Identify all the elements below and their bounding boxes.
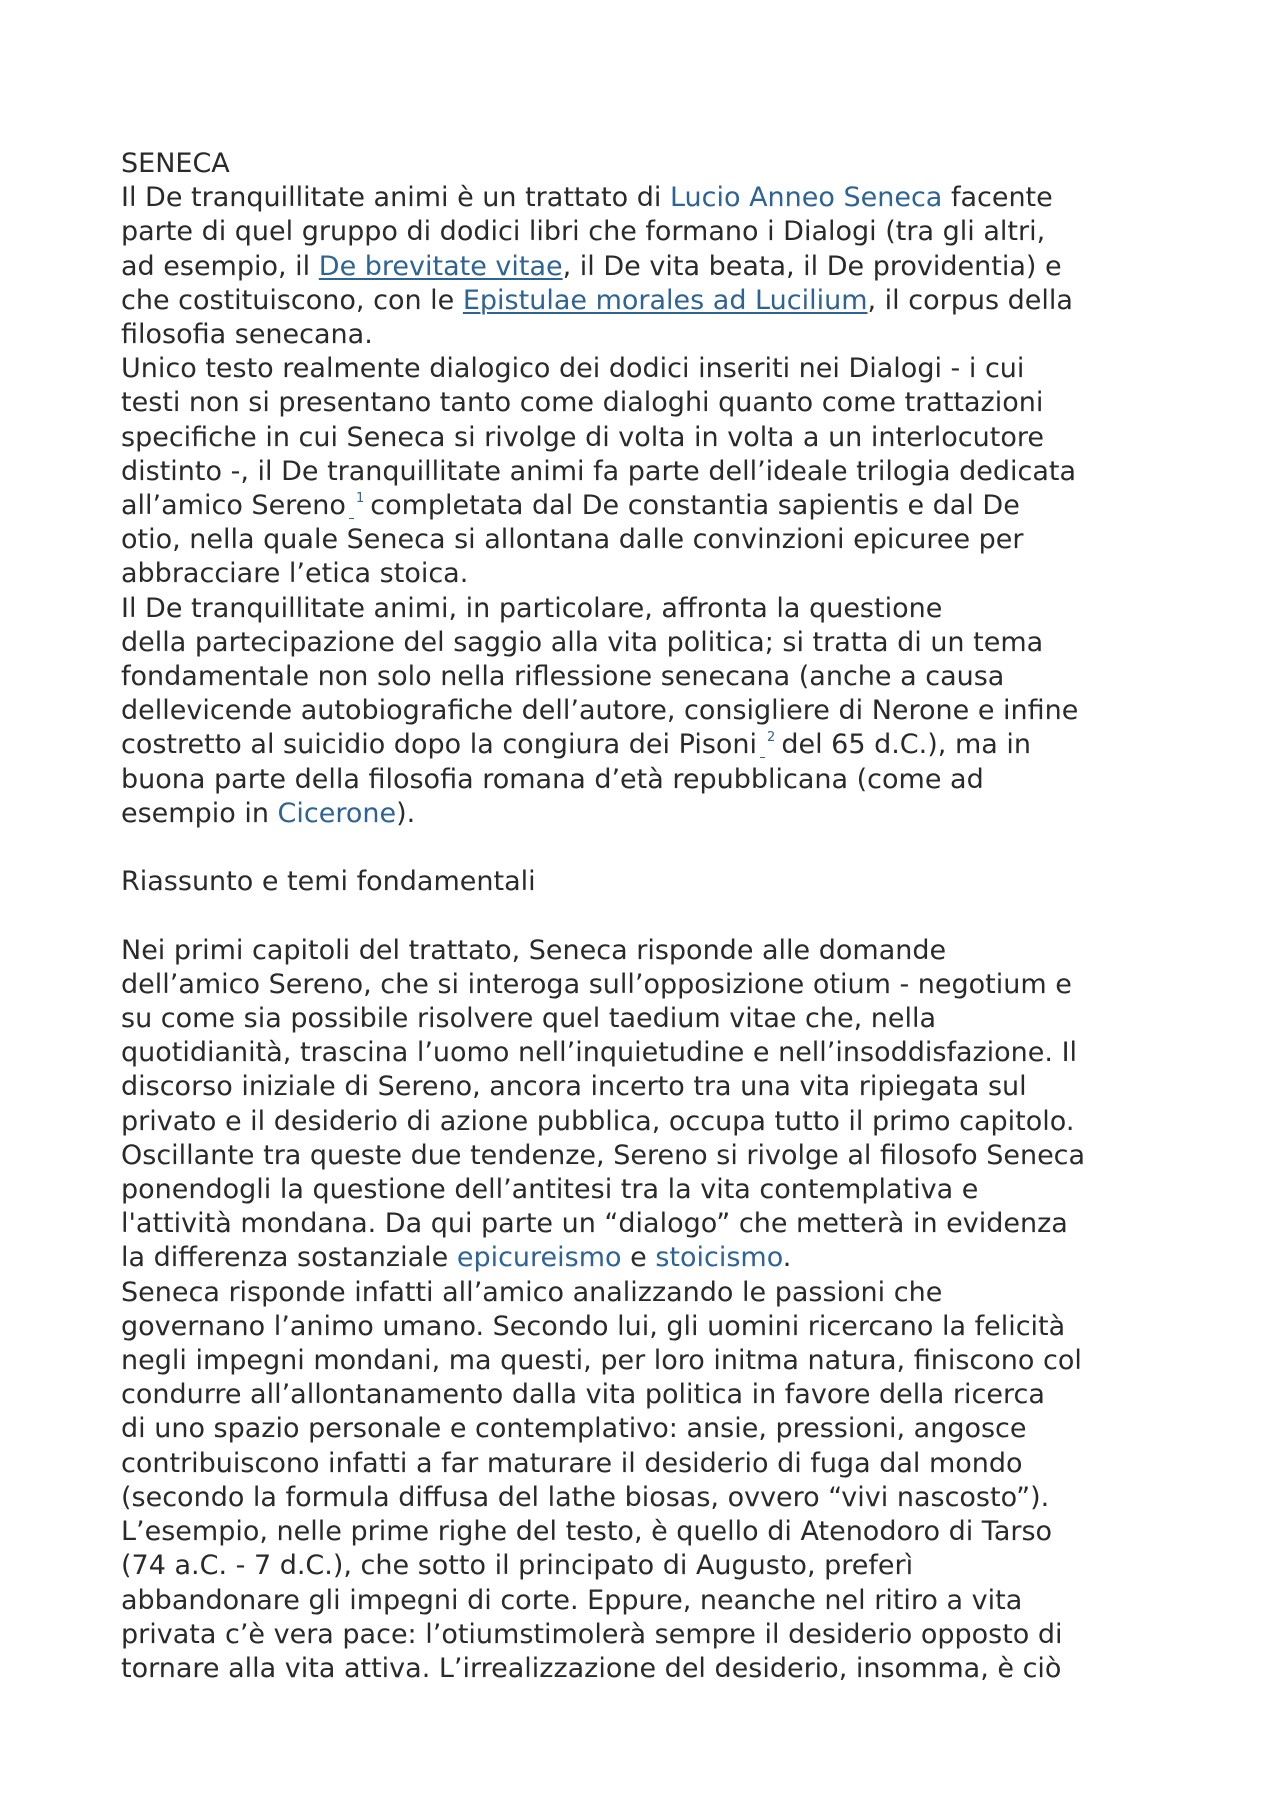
link-epicureismo[interactable]: epicureismo: [456, 1242, 622, 1274]
link-lucio-anneo-seneca[interactable]: Lucio Anneo Seneca: [669, 182, 943, 214]
link-cicerone[interactable]: Cicerone: [277, 797, 397, 829]
footnote-tick: [349, 518, 354, 519]
text-span: Nei primi capitoli del trattato, Seneca risponde alle domande dell’amico Sereno, che si interoga sull’opposizione otium - negotium e su come sia possibile risolvere quel taedium vitae che, nella quotidianità, trascina l’uomo nell’inquietudine e nell’insoddisfazione. Il discorso iniziale di Sereno, ancora incerto tra una vita ripiegata sul privato e il desiderio di azione pubblica, occupa tutto il primo capitolo. Oscillante tra queste due tendenze, Sereno si rivolge al filosofo Seneca ponendogli la questione dell’antitesi tra la vita contemplativa e l'attività mondana. Da qui parte un “dialogo” che metterà in evidenza la differenza sostanziale: [121, 934, 1086, 1274]
link-de-brevitate-vitae[interactable]: De brevitate vitae: [318, 250, 563, 282]
document-page: [121, 147, 1181, 1686]
text-span: facente parte di quel gruppo di dodici libri che formano i Dialogi (tra gli altri, ad esempio, il: [121, 182, 1053, 282]
blank-line: [121, 831, 1181, 865]
link-epistulae-morales[interactable]: Epistulae morales ad Lucilium: [462, 284, 868, 316]
text-span: Il De tranquillitate animi, in particolare, affronta la questione della partecipazione del saggio alla vita politica; si tratta di un tema fondamentale non solo nella riflessione senecana (anche a causa dellevicende autobiografiche dell’autore, consigliere di Nerone e infine costretto al suicidio dopo la congiura dei Pisoni: [121, 592, 1079, 761]
text-span: ).: [396, 797, 416, 829]
text-span: e: [621, 1242, 656, 1274]
text-span: , il De vita beata, il De providentia) e che costituiscono, con le: [121, 250, 1062, 316]
link-stoicismo[interactable]: stoicismo: [655, 1242, 783, 1274]
text-span: Il De tranquillitate animi è un trattato di: [121, 182, 670, 214]
text-span: Unico testo realmente dialogico dei dodici inseriti nei Dialogi - i cui testi non si presentano tanto come dialoghi quanto come trattazioni specifiche in cui Seneca si rivolge di volta in volta a un interlocutore distinto -, il De tranquillitate animi fa parte dell’ideale trilogia dedicata all’amico Sereno: [121, 353, 1077, 522]
document-title: SENECA: [121, 148, 230, 179]
summary-paragraph-2: Seneca risponde infatti all’amico analizzando le passioni che governano l’animo umano. Secondo lui, gli uomini ricercano la felicità negli impegni mondani, ma questi, per loro initma natura, finiscono col condurre all’allontanamento dalla vita politica in favore della ricerca di uno spazio personale e contemplativo: ansie, pressioni, angosce contribuiscono infatti a far maturare il desiderio di fuga dal mondo (secondo la formula diffusa del lathe biosas, ovvero “vivi nascosto”). L’esempio, nelle prime righe del testo, è quello di Atenodoro di Tarso (74 a.C. - 7 d.C.), che sotto il principato di Augusto, preferì abbandonare gli impegni di corte. Eppure, neanche nel ritiro a vita privata c’è vera pace: l’otiumstimolerà sempre il desiderio opposto di tornare alla vita attiva. L’irrealizzazione del desiderio, insomma, è ciò: [121, 1276, 1082, 1684]
text-span: del 65 d.C.), ma in buona parte della filosofia romana d’età repubblicana (come ad esempio in: [121, 729, 1031, 829]
blank-line: [121, 899, 1181, 933]
text-span: .: [782, 1242, 792, 1274]
intro-paragraph-2: [121, 352, 1181, 591]
footnote-number: 1: [355, 491, 365, 507]
section-heading: Riassunto e temi fondamentali: [121, 866, 536, 898]
summary-paragraph-1: [121, 934, 1181, 1276]
text-span: completata dal De constantia sapientis e dal De otio, nella quale Seneca si allontana dalle convinzioni epicuree per abbracciare l’etica stoica.: [121, 490, 1024, 590]
intro-paragraph-1: [121, 181, 1181, 352]
footnote-2-link[interactable]: [760, 730, 775, 745]
footnote-number: 2: [767, 730, 776, 746]
text-span: , il corpus della filosofia senecana.: [121, 284, 1073, 351]
footnote-tick: [760, 757, 765, 758]
footnote-1-link[interactable]: [349, 491, 364, 506]
intro-paragraph-3: [121, 592, 1181, 831]
